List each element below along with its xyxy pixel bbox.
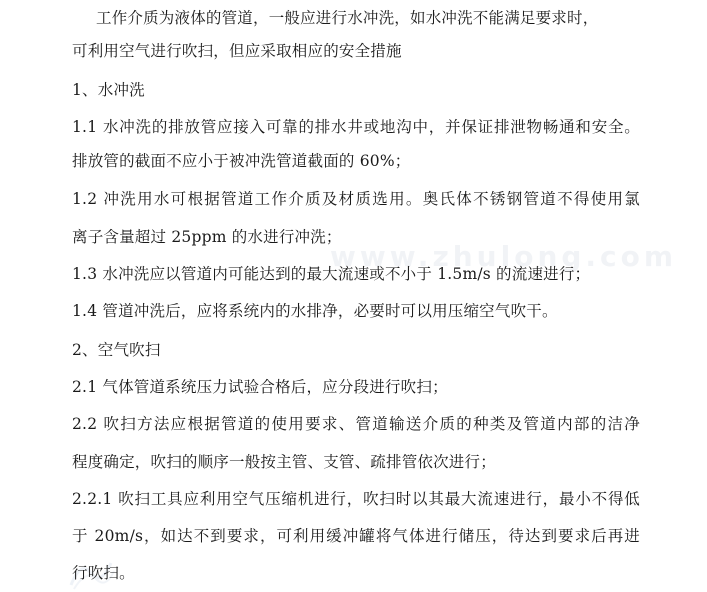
watermark-text: www.zhulong.com — [330, 240, 678, 273]
paragraph-intro-line-1: 工作介质为液体的管道，一般应进行水冲洗，如水冲洗不能满足要求时， — [96, 9, 599, 27]
clause-1-2-line-2: 离子含量超过 25ppm 的水进行冲洗； — [72, 228, 342, 246]
clause-2-2-1-line-2: 于 20m/s，如达不到要求，可利用缓冲罐将气体进行储压，待达到要求后再进 — [72, 527, 640, 545]
clause-1-2-line-1: 1.2 冲洗用水可根据管道工作介质及材质选用。奥氏体不锈钢管道不得使用氯 — [72, 190, 640, 208]
clause-2-2-line-2: 程度确定，吹扫的顺序一般按主管、支管、疏排管依次进行； — [72, 453, 496, 471]
section-heading-air-purge: 2、空气吹扫 — [72, 341, 161, 359]
clause-2-2-line-1: 2.2 吹扫方法应根据管道的使用要求、管道输送介质的种类及管道内部的洁净 — [72, 415, 640, 433]
clause-1-4: 1.4 管道冲洗后，应将系统内的水排净，必要时可以用压缩空气吹干。 — [72, 302, 558, 320]
clause-1-1-line-2: 排放管的截面不应小于被冲洗管道截面的 60%； — [72, 152, 411, 170]
clause-2-2-1-line-3: 行吹扫。 — [72, 564, 135, 582]
paragraph-intro-line-2: 可利用空气进行吹扫，但应采取相应的安全措施 — [72, 42, 402, 60]
clause-2-2-1-line-1: 2.2.1 吹扫工具应利用空气压缩机进行，吹扫时以其最大流速进行，最小不得低 — [72, 490, 640, 508]
clause-1-3: 1.3 水冲洗应以管道内可能达到的最大流速或不小于 1.5m/s 的流速进行； — [72, 265, 591, 283]
section-heading-water-flush: 1、水冲洗 — [72, 81, 145, 99]
clause-2-1: 2.1 气体管道系统压力试验合格后，应分段进行吹扫； — [72, 378, 448, 396]
clause-1-1-line-1: 1.1 水冲洗的排放管应接入可靠的排水井或地沟中，并保证排泄物畅通和安全。 — [72, 118, 640, 136]
